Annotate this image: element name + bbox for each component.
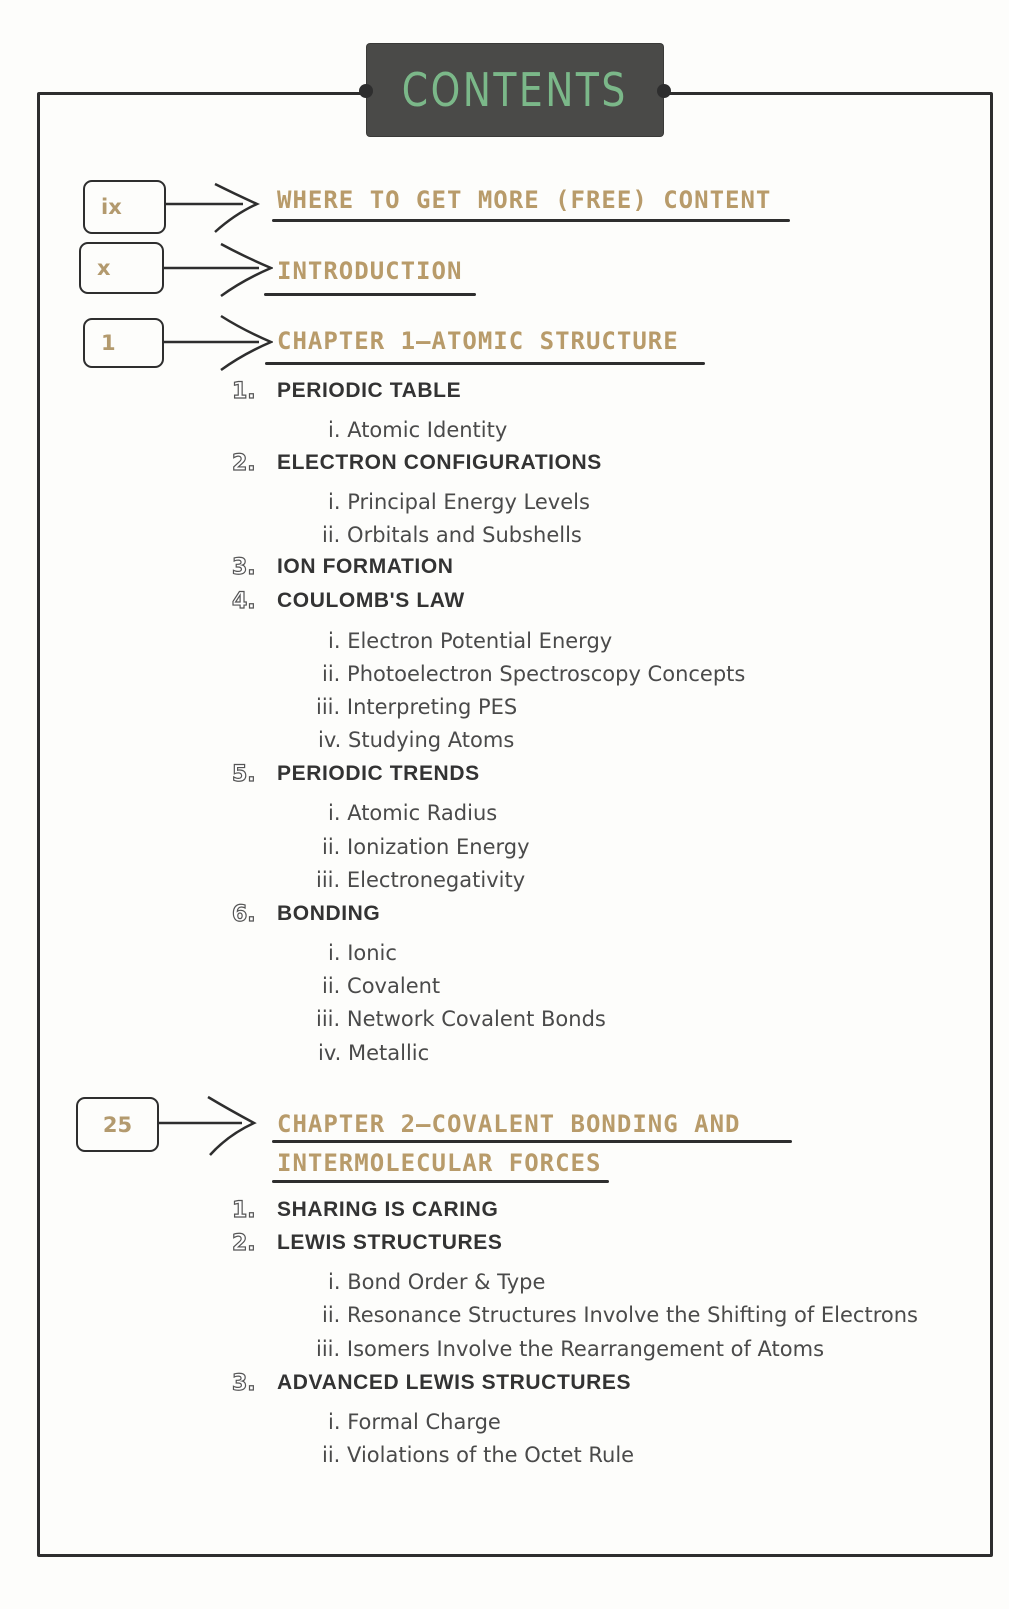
section-label: ADVANCED LEWIS STRUCTURES bbox=[277, 1371, 632, 1394]
subsection-label: Orbitals and Subshells bbox=[347, 523, 582, 547]
section-number: 4. bbox=[232, 589, 256, 614]
subsection-label: Atomic Identity bbox=[347, 418, 508, 442]
section-number: 1. bbox=[232, 379, 256, 404]
page-number-box bbox=[79, 242, 164, 294]
subsection-item[interactable] bbox=[322, 523, 582, 547]
section-label: COULOMB'S LAW bbox=[277, 589, 465, 612]
chapter-1-heading[interactable]: CHAPTER 1—ATOMIC STRUCTURE bbox=[277, 327, 679, 355]
section-number: 3. bbox=[232, 555, 256, 580]
subsection-item[interactable] bbox=[322, 662, 745, 686]
subsection-item[interactable] bbox=[328, 941, 397, 965]
section-number: 6. bbox=[232, 902, 256, 927]
subsection-numeral: i. bbox=[328, 1270, 341, 1294]
section-number: 5. bbox=[232, 762, 256, 787]
subsection-item[interactable] bbox=[322, 1443, 634, 1467]
arrow-right-icon bbox=[163, 240, 273, 300]
entry-heading-introduction[interactable]: INTRODUCTION bbox=[277, 257, 463, 285]
subsection-numeral: iii. bbox=[316, 1337, 341, 1361]
page-number: 25 bbox=[102, 1112, 133, 1137]
subsection-item[interactable] bbox=[328, 1270, 545, 1294]
page-title: CONTENTS bbox=[401, 63, 628, 117]
subsection-label: Network Covalent Bonds bbox=[346, 1007, 606, 1031]
subsection-label: Ionization Energy bbox=[347, 835, 530, 859]
subsection-label: Isomers Involve the Rearrangement of Atoms bbox=[346, 1337, 825, 1361]
subsection-numeral: i. bbox=[328, 629, 341, 653]
subsection-numeral: ii. bbox=[322, 1303, 341, 1327]
section-number: 1. bbox=[232, 1198, 256, 1223]
subsection-numeral: i. bbox=[328, 418, 341, 442]
subsection-label: Violations of the Octet Rule bbox=[347, 1443, 635, 1467]
heading-underline bbox=[272, 219, 790, 222]
subsection-label: Electronegativity bbox=[346, 868, 526, 892]
arrow-right-icon bbox=[163, 310, 273, 374]
subsection-item[interactable] bbox=[316, 1007, 606, 1031]
subsection-numeral: i. bbox=[328, 941, 341, 965]
heading-underline bbox=[272, 1180, 609, 1183]
section-number: 2. bbox=[232, 1231, 256, 1256]
subsection-numeral: iii. bbox=[316, 695, 341, 719]
section-number: 2. bbox=[232, 451, 256, 476]
subsection-label: Ionic bbox=[347, 941, 397, 965]
subsection-item[interactable] bbox=[328, 418, 507, 442]
section-label: ELECTRON CONFIGURATIONS bbox=[277, 451, 602, 474]
heading-underline bbox=[265, 362, 705, 365]
subsection-numeral: ii. bbox=[322, 662, 341, 686]
subsection-label: Metallic bbox=[348, 1041, 430, 1065]
subsection-label: Principal Energy Levels bbox=[347, 490, 590, 514]
subsection-label: Covalent bbox=[347, 974, 441, 998]
subsection-numeral: i. bbox=[328, 1410, 341, 1434]
page-number: ix bbox=[101, 195, 122, 219]
subsection-numeral: iii. bbox=[316, 1007, 341, 1031]
section-label: SHARING IS CARING bbox=[277, 1198, 499, 1221]
section-label: BONDING bbox=[277, 902, 381, 925]
subsection-item[interactable] bbox=[318, 1041, 429, 1065]
subsection-item[interactable] bbox=[316, 868, 525, 892]
subsection-label: Photoelectron Spectroscopy Concepts bbox=[347, 662, 746, 686]
subsection-label: Atomic Radius bbox=[347, 801, 498, 825]
subsection-label: Interpreting PES bbox=[346, 695, 518, 719]
subsection-numeral: ii. bbox=[322, 523, 341, 547]
subsection-numeral: ii. bbox=[322, 835, 341, 859]
subsection-numeral: i. bbox=[328, 801, 341, 825]
page-number: x bbox=[97, 256, 111, 280]
subsection-numeral: iv. bbox=[318, 1041, 342, 1065]
section-label: PERIODIC TRENDS bbox=[277, 762, 480, 785]
chapter-2-heading-line-2[interactable]: INTERMOLECULAR FORCES bbox=[277, 1149, 602, 1177]
heading-underline bbox=[264, 293, 476, 296]
subsection-item[interactable] bbox=[318, 728, 514, 752]
entry-heading-more-content[interactable]: WHERE TO GET MORE (FREE) CONTENT bbox=[277, 186, 772, 214]
subsection-label: Studying Atoms bbox=[348, 728, 515, 752]
contents-title-banner bbox=[367, 44, 663, 136]
subsection-item[interactable] bbox=[328, 629, 612, 653]
subsection-numeral: iv. bbox=[318, 728, 342, 752]
subsection-label: Bond Order & Type bbox=[347, 1270, 546, 1294]
page-number: 1 bbox=[101, 331, 116, 355]
subsection-item[interactable] bbox=[328, 490, 590, 514]
heading-underline bbox=[272, 1140, 792, 1143]
subsection-numeral: ii. bbox=[322, 1443, 341, 1467]
arrow-right-icon bbox=[165, 180, 265, 240]
page-number-box bbox=[83, 318, 164, 368]
page-number-box bbox=[83, 180, 166, 234]
arrow-right-icon bbox=[158, 1093, 258, 1157]
subsection-item[interactable] bbox=[328, 801, 497, 825]
subsection-numeral: i. bbox=[328, 490, 341, 514]
section-label: ION FORMATION bbox=[277, 555, 454, 578]
section-label: LEWIS STRUCTURES bbox=[277, 1231, 503, 1254]
subsection-numeral: ii. bbox=[322, 974, 341, 998]
subsection-item[interactable] bbox=[316, 695, 517, 719]
subsection-item[interactable] bbox=[328, 1410, 501, 1434]
section-number: 3. bbox=[232, 1371, 256, 1396]
page-number-box bbox=[76, 1097, 159, 1152]
subsection-numeral: iii. bbox=[316, 868, 341, 892]
subsection-item[interactable] bbox=[322, 974, 440, 998]
section-label: PERIODIC TABLE bbox=[277, 379, 462, 402]
subsection-item[interactable] bbox=[322, 1303, 918, 1327]
chapter-2-heading-line-1[interactable]: CHAPTER 2—COVALENT BONDING AND bbox=[277, 1110, 741, 1138]
subsection-label: Electron Potential Energy bbox=[347, 629, 613, 653]
subsection-label: Resonance Structures Involve the Shifting of Electrons bbox=[347, 1303, 918, 1327]
subsection-item[interactable] bbox=[322, 835, 530, 859]
subsection-label: Formal Charge bbox=[347, 1410, 501, 1434]
subsection-item[interactable] bbox=[316, 1337, 824, 1361]
